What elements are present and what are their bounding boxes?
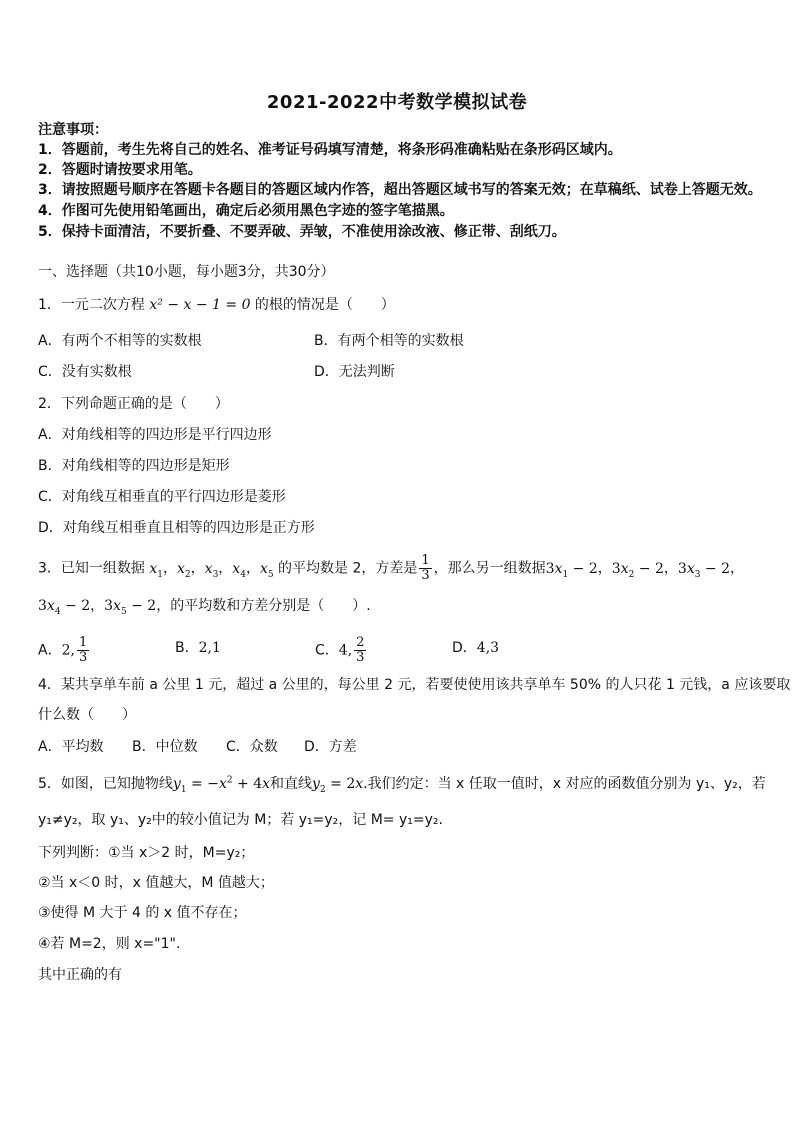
q4-option-c: C．众数 [226,739,278,755]
q3-part-4: 的平均数和方差分别是（ ）. [170,598,371,614]
question-2-stem: 2．下列命题正确的是（ ） [38,396,229,412]
notice-item-2: 2．答题时请按要求用笔。 [38,162,202,178]
question-4-stem: 4．某共享单车前 a 公里 1 元，超过 a 公里的，每公里 2 元，若要使使用该共享单车 50% 的人只花 1 元钱，a 应该要取 [38,677,791,693]
q3-option-c: C．4, $\frac{2}{3}$ [315,635,365,665]
notice-item-5: 5．保持卡面清洁，不要折叠、不要弄破、弄皱，不准使用涂改液、修正带、刮纸刀。 [38,224,566,240]
q3-option-d: D．4,3 [452,640,500,656]
q3-data-x: $x_1$ [149,560,164,580]
q3-option-b: B．2,1 [175,640,221,656]
q5-judgement-1: 下列判断：①当 x＞2 时，M=y₂； [38,845,255,861]
q2-option-b: B．对角线相等的四边形是矩形 [38,458,230,474]
q3-part-2: 的平均数是 2，方差是 [278,560,418,577]
question-4-stem-2: 什么数（ ） [38,707,136,723]
question-3-stem-2: $3x_4 - 2$，$3x_5 - 2$，的平均数和方差分别是（ ）. [38,598,371,617]
notice-heading: 注意事项： [38,122,108,138]
notice-item-3: 3．请按照题号顺序在答题卡各题目的答题区域内作答，超出答题区域书写的答案无效；在草稿纸、试卷上答题无效。 [38,182,762,198]
q2-option-a: A．对角线相等的四边形是平行四边形 [38,427,272,443]
q3-part-1: 3．已知一组数据 [38,560,145,577]
q3-new-data: $3x_1 - 2$ [545,560,598,580]
q1-prefix: 1．一元二次方程 [38,297,150,313]
question-5-stem: 5．如图，已知抛物线$y_1 = -x^2 + 4x$和直线$y_2 = 2x$.我们约定：当 x 任取一值时，x 对应的函数值分别为 y₁、y₂，若 [38,775,766,795]
q3-option-a: A．2, $\frac{1}{3}$ [38,635,88,665]
q1-option-b: B．有两个相等的实数根 [314,333,464,349]
question-5-stem-2: y₁≠y₂，取 y₁、y₂中的较小值记为 M；若 y₁=y₂，记 M= y₁=y₂. [38,812,443,828]
q2-option-c: C．对角线互相垂直的平行四边形是菱形 [38,489,286,505]
q5-judgement-4: ④若 M=2，则 x="1". [38,936,181,952]
q1-suffix: 的根的情况是（ ） [250,297,395,313]
q1-option-a: A．有两个不相等的实数根 [38,333,202,349]
notice-item-1: 1．答题前，考生先将自己的姓名、准考证号码填写清楚，将条形码准确粘贴在条形码区域内。 [38,142,622,158]
q4-option-a: A．平均数 [38,739,104,755]
question-3-stem: 3．已知一组数据 $x_1$，$x_2$，$x_3$，$x_4$，$x_5$ 的平均数是 2，方差是 $\frac{1}{3}$ ，那么另一组数据$3x_1 - 2$，$3x_2 - 2$，$3x_3 - 2$， [38,553,744,583]
q3-part-3: ，那么另一组数据 [433,560,546,577]
q1-option-c: C．没有实数根 [38,364,132,380]
notice-item-4: 4．作图可先使用铅笔画出，确定后必须用黑色字迹的签字笔描黑。 [38,203,454,219]
q2-option-d: D．对角线互相垂直且相等的四边形是正方形 [38,520,315,536]
q3-variance-fraction: $\frac{1}{3}$ [421,553,430,583]
section-heading: 一、选择题（共10小题，每小题3分，共30分） [38,264,335,280]
question-1-stem [38,295,395,315]
q5-judgement-3: ③使得 M 大于 4 的 x 值不存在； [38,905,247,921]
q4-option-b: B．中位数 [132,739,198,755]
q1-option-d: D．无法判断 [314,364,395,380]
q4-option-d: D．方差 [304,739,357,755]
q1-equation: x² − x − 1 = 0 [149,297,251,313]
page-title: 2021-2022中考数学模拟试卷 [266,92,528,113]
q5-tail: 其中正确的有 [38,967,122,983]
q5-judgement-2: ②当 x＜0 时，x 值越大，M 值越大； [38,875,274,891]
